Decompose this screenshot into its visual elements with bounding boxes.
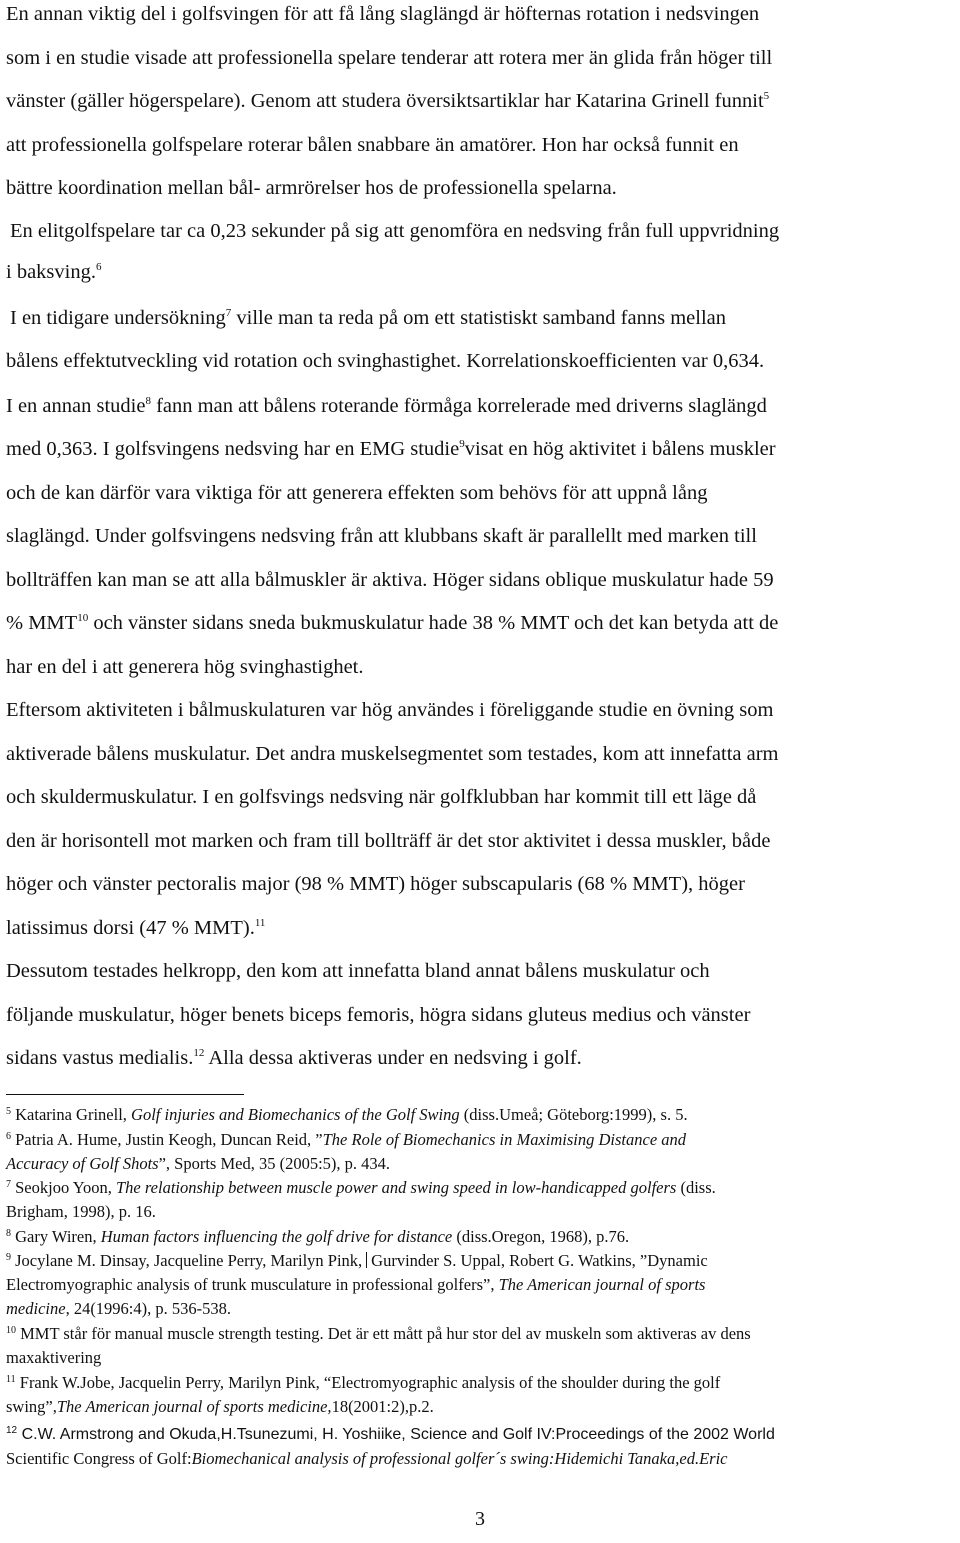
body-line: och de kan därför vara viktiga för att generera effekten som behövs för att uppnå lång <box>6 482 708 504</box>
footnote-6: $^6$ Patria A. Hume, Justin Keogh, Duncan Reid, ”The Role of Biomechanics in Maximising Distance and <box>6 1130 687 1149</box>
footnote-9: $^9$ Jocylane M. Dinsay, Jacqueline Perry, Marilyn Pink, Gurvinder S. Uppal, Robert G. Watkins, ”Dynamic <box>6 1251 708 1270</box>
footnote-ref: 6 <box>95 261 102 273</box>
footnote-ref: 11 <box>254 917 266 929</box>
body-line: En annan viktig del i golfsvingen för att få lång slaglängd är höfternas rotation i nedsvingen <box>6 3 760 25</box>
footnote-6-cont: Accuracy of Golf Shots”, Sports Med, 35 (2005:5), p. 434. <box>6 1154 391 1173</box>
body-line: bättre koordination mellan bål- armrörelser hos de professionella spelarna. <box>6 177 617 199</box>
footnote-12-cont: Scientific Congress of Golf:Biomechanical analysis of professional golfer´s swing:Hidemichi Tanaka,ed.Eric <box>6 1449 728 1468</box>
body-line: Eftersom aktiviteten i bålmuskulaturen var hög användes i föreliggande studie en övning som <box>6 699 774 721</box>
footnote-separator <box>6 1094 244 1095</box>
footnote-7-cont: Brigham, 1998), p. 16. <box>6 1202 156 1221</box>
footnote-9-cont: Electromyographic analysis of trunk musculature in professional golfers”, The American journal of sports <box>6 1275 706 1294</box>
body-line: sidans vastus medialis.$^{12}$ Alla dessa aktiveras under en nedsving i golf. <box>6 1047 582 1069</box>
body-line: den är horisontell mot marken och fram till bollträff är det stor aktivitet i dessa muskler, både <box>6 830 771 852</box>
footnote-ref: 9 <box>459 438 465 450</box>
body-line: slaglängd. Under golfsvingens nedsving från att klubbans skaft är parallellt med marken till <box>6 525 757 547</box>
footnote-11-cont: swing”,The American journal of sports medicine,18(2001:2),p.2. <box>6 1397 434 1416</box>
footnote-ref: 7 <box>225 307 232 319</box>
footnote-11: $^{11}$ Frank W.Jobe, Jacquelin Perry, Marilyn Pink, “Electromyographic analysis of the shoulder during the golf <box>6 1373 721 1392</box>
body-line: som i en studie visade att professionella spelare tenderar att rotera mer än glida från höger till <box>6 47 773 69</box>
footnote-10: $^{10}$ MMT står för manual muscle strength testing. Det är ett mått på hur stor del av muskeln som aktiveras av dens <box>6 1324 751 1343</box>
footnote-ref: 10 <box>77 612 89 624</box>
body-line: I en annan studie$^8$ fann man att bålens roterande förmåga korrelerade med driverns slaglängd <box>6 395 767 417</box>
body-line: att professionella golfspelare roterar bålen snabbare än amatörer. Hon har också funnit en <box>6 134 739 156</box>
body-line: höger och vänster pectoralis major (98 % MMT) höger subscapularis (68 % MMT), höger <box>6 873 745 895</box>
page-number: 3 <box>475 1508 485 1530</box>
body-line: aktiverade bålens muskulatur. Det andra muskelsegmentet som testades, kom att innefatta arm <box>6 743 779 765</box>
footnote-8: $^8$ Gary Wiren, Human factors influencing the golf drive for distance (diss.Oregon, 1968), p.76. <box>6 1227 630 1246</box>
footnote-9-cont2: medicine, 24(1996:4), p. 536-538. <box>6 1299 232 1318</box>
footnote-5: $^5$ Katarina Grinell, Golf injuries and Biomechanics of the Golf Swing (diss.Umeå; Göteborg:1999), s. 5. <box>6 1105 688 1124</box>
body-line: i baksving.$^6$ <box>6 261 102 283</box>
footnote-ref: 12 <box>193 1047 205 1059</box>
footnote-ref: 8 <box>145 395 151 407</box>
footnote-ref: 5 <box>763 90 770 102</box>
body-line: En elitgolfspelare tar ca 0,23 sekunder på sig att genomföra en nedsving från full uppvridning <box>10 220 780 242</box>
footnote-7: $^7$ Seokjoo Yoon, The relationship between muscle power and swing speed in low-handicapped golfers (diss. <box>6 1178 716 1197</box>
body-line: vänster (gäller högerspelare). Genom att studera översiktsartiklar har Katarina Grinell funnit$^5$ <box>6 90 770 112</box>
body-line: bollträffen kan man se att alla bålmuskler är aktiva. Höger sidans oblique muskulatur hade 59 <box>6 569 774 591</box>
body-line: och skuldermuskulatur. I en golfsvings nedsving när golfklubban har kommit till ett läge då <box>6 786 757 808</box>
body-line: % MMT$^{10}$ och vänster sidans sneda bukmuskulatur hade 38 % MMT och det kan betyda att de <box>6 612 779 634</box>
body-line: följande muskulatur, höger benets biceps femoris, högra sidans gluteus medius och vänster <box>6 1004 751 1026</box>
body-line: har en del i att generera hög svinghastighet. <box>6 656 364 678</box>
body-line: Dessutom testades helkropp, den kom att innefatta bland annat bålens muskulatur och <box>6 960 710 982</box>
body-line: bålens effektutveckling vid rotation och svinghastighet. Korrelationskoefficienten var 0,634. <box>6 350 765 372</box>
footnote-10-cont: maxaktivering <box>6 1348 102 1367</box>
body-line: latissimus dorsi (47 % MMT).$^{11}$ <box>6 917 266 939</box>
body-line: I en tidigare undersökning$^7$ ville man ta reda på om ett statistiskt samband fanns mellan <box>10 307 726 329</box>
body-line: med 0,363. I golfsvingens nedsving har en EMG studie$^9$visat en hög aktivitet i bålens muskler <box>6 438 776 460</box>
footnote-12: $^{12}$ C.W. Armstrong and Okuda,H.Tsunezumi, H. Yoshiike, Science and Golf IV:Proceedings of the 2002 World <box>6 1425 775 1443</box>
text-cursor <box>366 1252 367 1268</box>
